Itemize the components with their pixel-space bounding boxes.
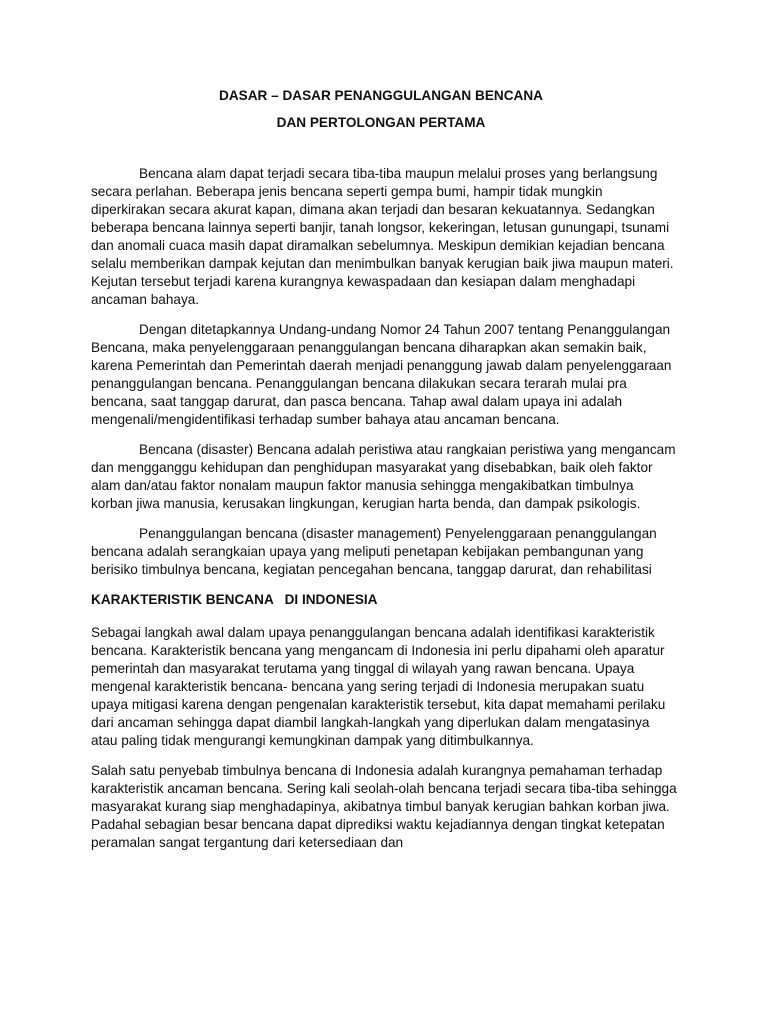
paragraph-definisi-penanggulangan: Penanggulangan bencana (disaster management) Penyelenggaraan penanggulangan bencana adalah serangkaian upaya yang meliputi penetapan kebijakan pembangunan yang berisiko timbulnya bencana, kegiatan pencegahan bencana, tanggap darurat, dan rehabilitasi — [91, 526, 657, 577]
paragraph-intro-bencana-alam: Bencana alam dapat terjadi secara tiba-tiba maupun melalui proses yang berlangsung secara perlahan. Beberapa jenis bencana seperti gempa bumi, hampir tidak mungkin diperkirakan secara akurat kapan, dimana akan terjadi dan besaran kekuatannya. Sedangkan beberapa bencana lainnya seperti banjir, tanah longsor, kekeringan, letusan gunungapi, tsunami dan anomali cuaca masih dapat diramalkan sebelumnya. Meskipun demikian kejadian bencana selalu memberikan dampak kejutan dan menimbulkan banyak kerugian baik jiwa maupun materi. Kejutan tersebut terjadi karena kurangnya kewaspadaan dan kesiapan dalam menghadapi ancaman bahaya. — [91, 166, 674, 307]
document-title-line-1: DASAR – DASAR PENANGGULANGAN BENCANA — [219, 88, 543, 103]
document-title-line-2: DAN PERTOLONGAN PERTAMA — [276, 115, 486, 130]
paragraph-undang-undang: Dengan ditetapkannya Undang-undang Nomor 24 Tahun 2007 tentang Penanggulangan Bencana, maka penyelenggaraan penanggulangan bencana diharapkan akan semakin baik, karena Pemerintah dan Pemerintah daerah menjadi penanggung jawab dalam penyelenggaraan penanggulangan bencana. Penanggulangan bencana dilakukan secara terarah mulai pra bencana, saat tanggap darurat, dan pasca bencana. Tahap awal dalam upaya ini adalah mengenali/mengidentifikasi terhadap sumber bahaya atau ancaman bencana. — [91, 322, 672, 427]
paragraph-definisi-bencana: Bencana (disaster) Bencana adalah peristiwa atau rangkaian peristiwa yang mengancam dan mengganggu kehidupan dan penghidupan masyarakat yang disebabkan, baik oleh faktor alam dan/atau faktor nonalam maupun faktor manusia sehingga mengakibatkan timbulnya korban jiwa manusia, kerusakan lingkungan, kerugian harta benda, dan dampak psikologis. — [91, 442, 676, 511]
paragraph-penyebab-bencana: Salah satu penyebab timbulnya bencana di Indonesia adalah kurangnya pemahaman terhadap karakteristik ancaman bencana. Sering kali seolah-olah bencana terjadi secara tiba-tiba sehingga masyarakat kurang siap menghadapinya, akibatnya timbul banyak kerugian bahkan korban jiwa. Padahal sebagian besar bencana dapat diprediksi waktu kejadiannya dengan tingkat ketepatan peramalan sangat tergantung dari ketersediaan dan — [91, 763, 677, 850]
paragraph-identifikasi-karakteristik: Sebagai langkah awal dalam upaya penanggulangan bencana adalah identifikasi karakteristik bencana. Karakteristik bencana yang mengancam di Indonesia ini perlu dipahami oleh aparatur pemerintah dan masyarakat terutama yang tinggal di wilayah yang rawan bencana. Upaya mengenal karakteristik bencana- bencana yang sering terjadi di Indonesia merupakan suatu upaya mitigasi karena dengan pengenalan karakteristik tersebut, kita dapat memahami perilaku dari ancaman sehingga dapat diambil langkah-langkah yang diperlukan dalam mengatasinya atau paling tidak mengurangi kemungkinan dampak yang ditimbulkannya. — [91, 625, 666, 748]
section-heading-karakteristik: KARAKTERISTIK BENCANA DI INDONESIA — [91, 592, 378, 607]
document-body — [91, 86, 677, 864]
